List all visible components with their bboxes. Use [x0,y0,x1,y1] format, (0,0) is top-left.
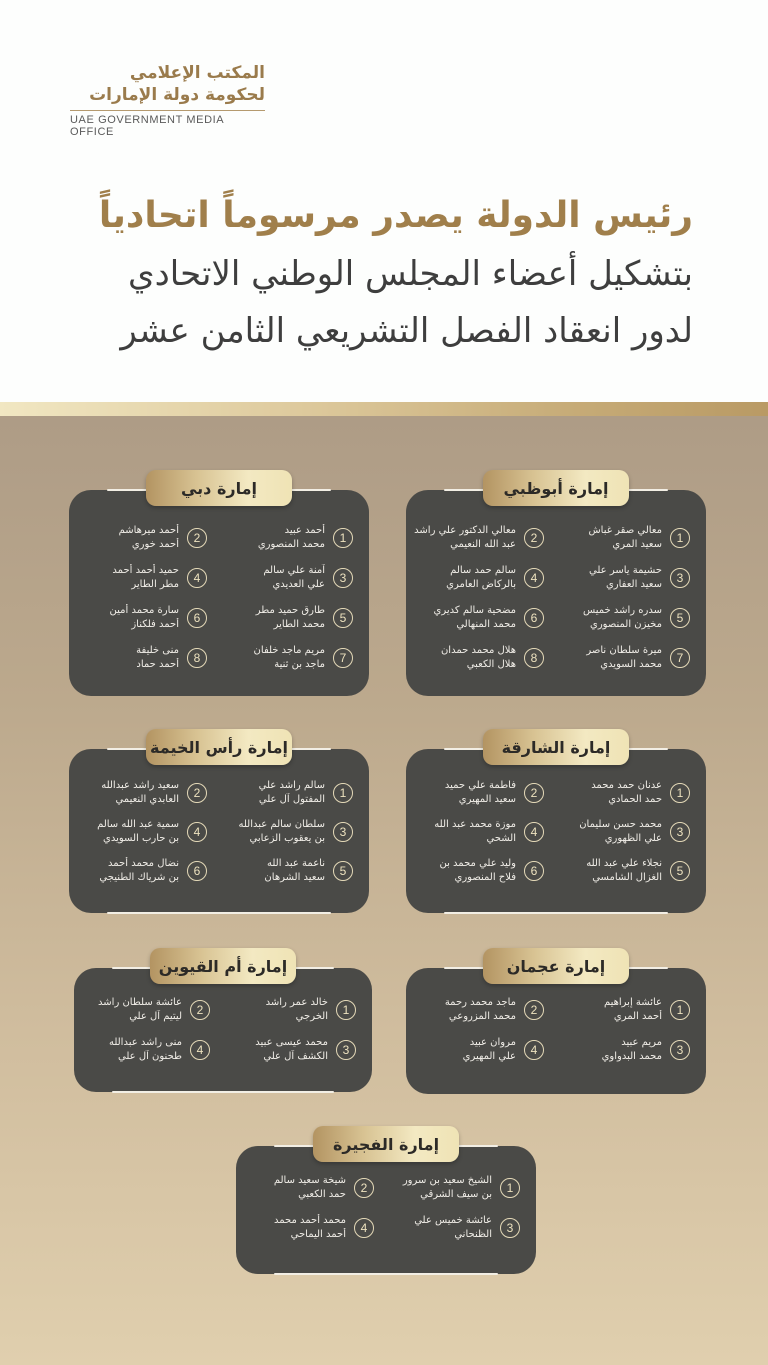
member-name-line1: نجلاء علي عبد الله [586,858,662,869]
member-name-line2: بن سيف الشرقي [420,1189,492,1200]
number-circle-icon: 3 [336,1040,356,1060]
member-item [214,994,360,1026]
member-name-line2: مطر الطاير [131,579,179,590]
media-office-logo [70,62,265,138]
number-circle-icon: 4 [190,1040,210,1060]
number-circle-icon: 1 [333,783,353,803]
member-name-line1: عائشة خميس علي [414,1215,492,1226]
member-name-line2: علي الظهوري [604,833,662,844]
member-name-line1: طارق حميد مطر [255,605,325,616]
member-name-line1: خالد عمر راشد [265,997,328,1008]
member-item [211,602,357,634]
number-circle-icon: 1 [670,1000,690,1020]
emirate-title-pill [313,1126,459,1162]
member-name-line2: أحمد فلكناز [131,619,179,630]
member-name-line2: محمد السويدي [600,659,662,670]
member-item [211,522,357,554]
emirate-title: إمارة دبي [180,478,258,498]
member-name-line2: أحمد خوري [131,539,179,550]
member-name-line1: هلال محمد حمدان [440,645,516,656]
card-ajman [406,956,706,1094]
logo-arabic-line2: لحكومة دولة الإمارات [89,85,265,105]
number-circle-icon: 4 [524,1040,544,1060]
member-item [232,1172,378,1204]
member-name-line1: فاطمة علي حميد [444,780,516,791]
number-circle-icon: 8 [524,648,544,668]
member-item [65,855,211,887]
member-name-line2: الكشف آل علي [263,1051,328,1062]
member-item [548,642,694,674]
member-item [65,777,211,809]
member-item [378,1212,524,1244]
member-name-line2: الغزال الشامسي [592,872,662,883]
member-name-line2: المفتول آل علي [258,794,325,805]
member-name-line2: ليتيم آل علي [129,1011,182,1022]
member-name-line1: محمد حسن سليمان [579,819,662,830]
member-item [548,816,694,848]
member-name-line2: محمد المنصوري [257,539,325,550]
card-dubai [69,478,369,696]
member-item [548,562,694,594]
member-name-line2: بن حارب السويدي [103,833,179,844]
member-name-line2: مخيزن المنصوري [590,619,662,630]
member-item [402,522,548,554]
member-name-line2: الخرجي [295,1011,328,1022]
emirate-title: إمارة عجمان [506,956,606,976]
member-item [402,816,548,848]
member-name-line2: الظنحاني [454,1229,492,1240]
number-circle-icon: 5 [670,608,690,628]
member-item [548,522,694,554]
headline-line1: رئيس الدولة يصدر مرسوماً اتحادياً [98,195,693,236]
member-name-line1: معالي الدكتور علي راشد [414,525,516,536]
number-circle-icon: 2 [187,528,207,548]
member-name-line1: عدنان حمد محمد [591,780,662,791]
card-bottom-line [444,912,668,914]
member-name-line2: فلاح المنصوري [454,872,516,883]
members-grid [418,777,694,887]
headline-line3: لدور انعقاد الفصل التشريعي الثامن عشر [120,311,693,351]
gold-divider-band [0,402,768,416]
member-name-line2: حمد الكعبي [298,1189,346,1200]
member-name-line1: سارة محمد أمين [109,605,179,616]
member-name-line2: أحمد حماد [136,659,179,670]
member-item [65,642,211,674]
number-circle-icon: 2 [190,1000,210,1020]
card-umm-al-quwain [74,956,372,1092]
member-name-line1: مروان عبيد [469,1037,516,1048]
card-abudhabi [406,478,706,696]
number-circle-icon: 6 [187,861,207,881]
number-circle-icon: 3 [670,1040,690,1060]
number-circle-icon: 1 [670,783,690,803]
number-circle-icon: 4 [524,568,544,588]
number-circle-icon: 3 [670,568,690,588]
member-item [548,855,694,887]
member-item [402,562,548,594]
member-item [402,855,548,887]
member-item [548,994,694,1026]
member-name-line2: أحمد المري [613,1011,662,1022]
member-name-line1: حميد أحمد أحمد [112,565,179,576]
member-item [211,816,357,848]
members-grid [414,522,694,674]
number-circle-icon: 2 [524,528,544,548]
number-circle-icon: 5 [333,608,353,628]
member-name-line1: شيخة سعيد سالم [273,1175,346,1186]
emirate-title: إمارة أبوظبي [503,478,609,498]
member-name-line1: سدره راشد خميس [582,605,662,616]
member-name-line2: العابدي النعيمي [115,794,179,805]
member-item [211,562,357,594]
member-item [211,855,357,887]
member-name-line1: نضال محمد أحمد [108,858,179,869]
member-name-line2: سعيد المري [612,539,662,550]
member-name-line1: مريم ماجد خلفان [253,645,325,656]
member-name-line1: محمد أحمد محمد [273,1215,346,1226]
member-name-line1: أحمد ميرهاشم [118,525,179,536]
number-circle-icon: 4 [187,822,207,842]
member-name-line1: سمية عبد الله سالم [97,819,179,830]
member-name-line1: آمنة علي سالم [263,565,325,576]
member-name-line2: طحنون آل علي [118,1051,182,1062]
member-name-line2: سعيد العفاري [605,579,662,590]
member-item [65,602,211,634]
card-ras-al-khaimah [69,737,369,913]
members-grid [81,522,357,674]
member-name-line2: محمد المنهالي [456,619,516,630]
member-name-line1: ناعمة عبد الله [266,858,325,869]
member-name-line1: الشيخ سعيد بن سرور [402,1175,492,1186]
number-circle-icon: 3 [500,1218,520,1238]
members-grid [86,994,360,1066]
member-name-line2: بن يعقوب الزعابي [249,833,325,844]
member-name-line2: بن شرياك الطنيجي [99,872,179,883]
member-name-line1: سعيد راشد عبدالله [101,780,179,791]
member-item [232,1212,378,1244]
member-name-line2: ماجد بن ثنية [274,659,325,670]
member-name-line1: محمد عيسى عبيد [255,1037,328,1048]
members-grid [418,994,694,1066]
member-item [65,816,211,848]
member-name-line2: محمد البدواوي [601,1051,662,1062]
number-circle-icon: 5 [670,861,690,881]
card-bottom-line [107,912,331,914]
emirate-title-pill [146,729,292,765]
emirate-title-pill [146,470,292,506]
member-item [214,1034,360,1066]
emirate-title: إمارة أم القيوين [158,956,288,976]
member-name-line2: سعيد الشرهان [264,872,325,883]
number-circle-icon: 6 [524,608,544,628]
member-name-line2: حمد الحمادي [608,794,662,805]
member-name-line2: بالركاض العامري [446,579,516,590]
member-name-line2: محمد الطاير [273,619,325,630]
card-fujairah [236,1134,536,1274]
member-name-line1: حشيمة ياسر علي [589,565,662,576]
member-item [548,777,694,809]
emirate-title: إمارة الشارقة [501,737,611,757]
member-item [68,1034,214,1066]
member-name-line1: عائشة سلطان راشد [98,997,182,1008]
number-circle-icon: 7 [333,648,353,668]
member-item [211,777,357,809]
member-item [402,602,548,634]
member-name-line1: أحمد عبيد [284,525,325,536]
member-name-line1: عائشة إبراهيم [603,997,662,1008]
member-name-line1: مضحية سالم كديري [433,605,516,616]
card-bottom-line [274,1273,498,1275]
number-circle-icon: 4 [524,822,544,842]
member-name-line2: أحمد اليماحي [290,1229,346,1240]
number-circle-icon: 3 [670,822,690,842]
headline-line2: بتشكيل أعضاء المجلس الوطني الاتحادي [127,254,693,294]
member-name-line1: سلطان سالم عبدالله [238,819,325,830]
headline [53,190,693,362]
member-name-line1: سالم راشد علي [258,780,325,791]
number-circle-icon: 2 [187,783,207,803]
emirate-title-pill [483,470,629,506]
logo-english: UAE GOVERNMENT MEDIA OFFICE [70,114,224,138]
number-circle-icon: 6 [187,608,207,628]
members-grid [248,1172,524,1244]
member-name-line1: ماجد محمد رحمة [444,997,516,1008]
header [0,0,768,402]
member-item [65,562,211,594]
member-item [402,642,548,674]
number-circle-icon: 1 [333,528,353,548]
member-name-line1: منى راشد عبدالله [108,1037,182,1048]
member-item [378,1172,524,1204]
number-circle-icon: 1 [670,528,690,548]
member-item [402,994,548,1026]
emirates-section [0,416,768,1365]
member-name-line2: عبد الله النعيمي [450,539,516,550]
member-name-line1: وليد علي محمد بن [439,858,516,869]
member-name-line1: معالي صقر غباش [588,525,662,536]
member-name-line1: منى خليفة [136,645,179,656]
emirate-title: إمارة الفجيرة [332,1134,440,1154]
logo-arabic-line1: المكتب الإعلامي [129,63,265,83]
number-circle-icon: 4 [354,1218,374,1238]
number-circle-icon: 6 [524,861,544,881]
member-name-line1: مريم عبيد [621,1037,662,1048]
member-item [211,642,357,674]
card-bottom-line [112,1091,334,1093]
number-circle-icon: 2 [354,1178,374,1198]
member-item [68,994,214,1026]
member-name-line1: موزة محمد عبد الله [434,819,516,830]
card-sharjah [406,737,706,913]
number-circle-icon: 3 [333,568,353,588]
number-circle-icon: 2 [524,783,544,803]
members-grid [81,777,357,887]
member-name-line2: علي العديدي [272,579,325,590]
emirate-title: إمارة رأس الخيمة [150,737,288,757]
member-name-line2: الشحي [486,833,516,844]
number-circle-icon: 5 [333,861,353,881]
member-item [402,1034,548,1066]
member-item [65,522,211,554]
number-circle-icon: 3 [333,822,353,842]
number-circle-icon: 4 [187,568,207,588]
member-name-line2: محمد المزروعي [448,1011,516,1022]
number-circle-icon: 2 [524,1000,544,1020]
member-item [548,1034,694,1066]
emirate-title-pill [150,948,296,984]
member-name-line2: هلال الكعبي [466,659,516,670]
number-circle-icon: 1 [500,1178,520,1198]
member-item [548,602,694,634]
number-circle-icon: 7 [670,648,690,668]
emirate-title-pill [483,948,629,984]
number-circle-icon: 8 [187,648,207,668]
number-circle-icon: 1 [336,1000,356,1020]
logo-divider [70,110,265,111]
member-name-line2: سعيد المهيري [458,794,516,805]
member-item [402,777,548,809]
member-name-line1: سالم حمد سالم [450,565,516,576]
member-name-line2: علي المهيري [462,1051,516,1062]
member-name-line1: ميرة سلطان ناصر [586,645,662,656]
emirate-title-pill [483,729,629,765]
